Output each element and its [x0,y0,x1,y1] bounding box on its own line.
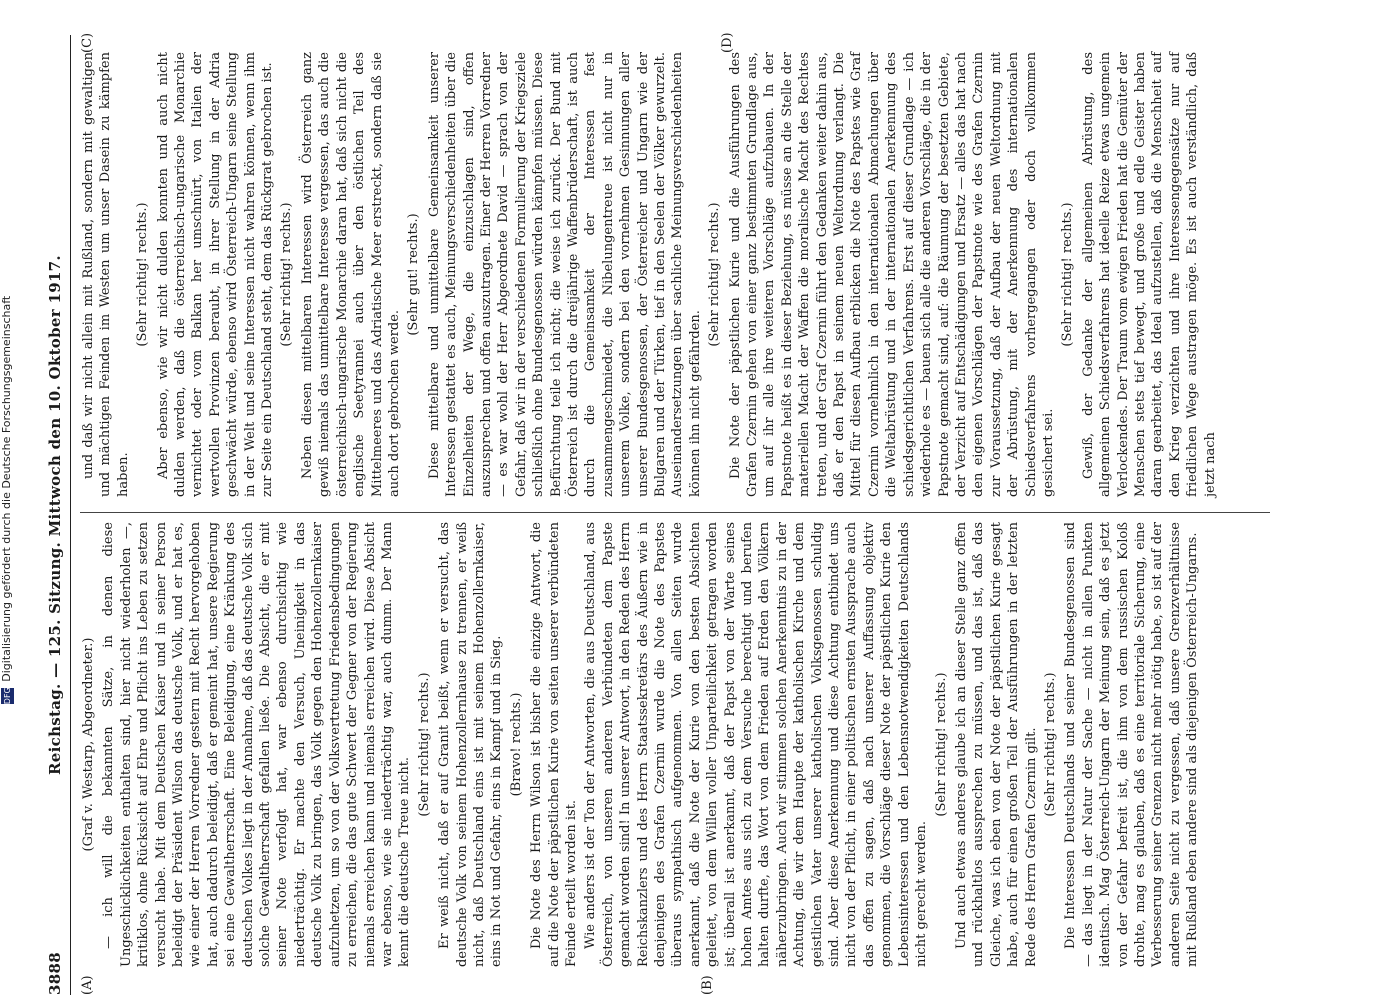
margin-marker-b: (B) [700,975,715,995]
paragraph: Gewiß, der Gedanke der allgemeinen Abrüstung, des allgemeinen Schiedsverfahrens hat ideelle Reize etwas ungemein Verlockendes. Der Traum vom ewigen Frieden hat die Gemüter der Menschen stets tief bewegt, und große und edle Geister haben daran gearbeitet, das Ideal aufzustellen, daß die Menschheit auf den Krieg verzichten und ihre Interessengegensätze nur auf friedlichen Wege austragen möge. Es ist auch verständlich, daß jetzt nach [1080,52,1218,497]
interjection: (Sehr richtig! rechts.) [416,672,432,817]
column-divider [80,512,1270,513]
interjection: (Sehr richtig! rechts.) [1042,672,1058,817]
paragraph: Diese mittelbare und unmittelbare Gemeinsamkeit unserer Interessen gestattet es auch, Meinungsverschiedenheiten über die Einzelheiten der Wege, die einzuschlagen sind, offen auszusprechen und offen auszutragen. Einer der Herren Vorredner — es war wohl der Herr Abgeordnete David — sprach von der Gefahr, daß wir in der verschiedenen Formulierung der Kriegsziele schließlich ohne Bundesgenossen würden kämpfen müssen. Diese Befürchtung teile ich nicht; die weise ich zurück. Der Bund mit Österreich ist durch die dreijährige Waffenbrüderschaft, ist auch durch die Gemeinsamkeit der Interessen fest zusammengeschmiedet, die Nibelungentreue ist nicht nur in unserem Volke, sondern bei den vornehmen Gesinnungen aller unserer Bundesgenossen, der Österreicher und Ungarn wie der Bulgaren und der Türken, tief in den Seelen der Völker gewurzelt. Auseinandersetzungen über sachliche Meinungsverschiedenheiten können ihn nicht gefährden. [426,52,703,497]
page-header [46,35,70,995]
paragraph: Die Note des Herrn Wilson ist bisher die einzige Antwort, die auf die Note der päpstlichen Kurie von seiten unserer verbündeten Feinde erteilt worden ist. [529,522,579,967]
interjection: (Sehr richtig! rechts.) [933,672,949,817]
credit-text: Digitalisierung gefördert durch die Deutsche Forschungsgemeinschaft [0,295,13,682]
page-number: 3888 [46,952,64,995]
left-column [80,522,1204,967]
interjection: (Sehr richtig! rechts.) [707,202,723,347]
paragraph: Und auch etwas anderes glaube ich an dieser Stelle ganz offen und rückhaltlos aussprechen zu müssen, und das ist, daß das Gleiche, was ich eben von der Note der päpstlichen Kurie gesagt habe, auch für einen großen Teil der Ausführungen in der letzten Rede des Herrn Grafen Czernin gilt. [953,522,1039,967]
paragraph: Er weiß nicht, daß er auf Granit beißt, wenn er versucht, das deutsche Volk von seinem Hohenzollernhause zu trennen, er weiß nicht, daß Deutschland eins ist mit seinem Hohenzollernkaiser, eins in Not und Gefahr, eins in Kampf und in Sieg. [437,522,505,967]
margin-marker-a: (A) [80,975,95,995]
interjection: (Sehr richtig! rechts.) [279,202,295,347]
header-rule [70,35,71,995]
interjection: (Sehr gut! rechts.) [406,213,422,336]
digitization-credit [0,0,20,1000]
paragraph: Die Interessen Deutschlands und seiner Bundesgenossen sind — das liegt in der Natur der Sache — nicht in allen Punkten identisch. Mag Österreich-Ungarn der Meinung sein, daß es jetzt von der Gefahr befreit ist, die ihm von dem russischen Koloß drohte, mag es glauben, daß es eine territoriale Sicherung, eine Verbesserung seiner Grenzen nicht mehr nötig habe, so ist auf der anderen Seite nicht zu vergessen, daß unsere Grenzverhältnisse mit Rußland eben andere sind als diejenigen Österreich-Ungarns. [1063,522,1201,967]
right-column [80,52,1221,497]
rotated-document-page [40,25,1350,1005]
paragraph: Die Note der päpstlichen Kurie und die Ausführungen des Grafen Czernin gehen von einer ganz bestimmten Grundlage aus, um auf ihr alle ihre weiteren Vorschläge aufzubauen. In der Papstnote heißt es in dieser Beziehung, es müsse an die Stelle der materiellen Macht der Waffen die moralische Macht des Rechtes treten, und der Graf Czernin führt den Gedanken weiter dahin aus, daß er den Papst in seinem neuen Weltordnung verlangt. Die Mittel für diesen Aufbau erblicken die Note des Papstes wie Graf Czernin vornehmlich in den internationalen Abmachungen über die Weltabrüstung und in der internationalen Anerkennung des schiedsgerichtlichen Verfahrens. Erst auf dieser Grundlage — ich wiederhole es — bauen sich alle die anderen Vorschläge, die in der Papstnote gemacht sind, auf: die Räumung der besetzten Gebiete, der Verzicht auf Entschädigungen und Ersatz — alles das hat nach den eigenen Vorschlägen der Papstnote wie des Grafen Czernin zur Voraussetzung, daß der Aufbau der neuen Weltordnung mit der Abrüstung, mit der Anerkennung des internationalen Schiedsverfahrens vorhergegangen oder doch vollkommen gesichert sei. [727,52,1056,497]
interjection: (Sehr richtig! rechts.) [135,202,151,347]
interjection: (Sehr richtig! rechts.) [1060,202,1076,347]
paragraph: Aber ebenso, wie wir nicht dulden konnten und auch nicht dulden werden, daß die österreichisch-ungarische Monarchie vernichtet oder vom Balkan her umschnürt, von Italien der wertvollen Provinzen beraubt, in ihrer Stellung in der Adria geschwächt würde, ebenso wird Österreich-Ungarn seine Stellung in der Welt und seine Interessen nicht wahren können, wenn ihm zur Seite ein Deutschland steht, dem das Rückgrat gebrochen ist. [155,52,276,497]
speaker-line: (Graf v. Westarp, Abgeordneter.) [81,637,96,852]
paragraph: Neben diesen mittelbaren Interessen wird Österreich ganz gewiß niemals das unmittelbare Interesse vergessen, das auch die österreichisch-ungarische Monarchie daran hat, daß sich nicht die englische Seetyrannei auch über den östlichen Teil des Mittelmeeres und das Adriatische Meer erstreckt, sondern daß sie auch dort gebrochen werde. [299,52,402,497]
margin-marker-c: (C) [80,32,95,53]
interjection: (Bravo! rechts.) [508,692,524,797]
paragraph: — ich will die bekannten Sätze, in denen diese Ungeschicklichkeiten enthalten sind, hier nicht wiederholen —, kritiklos, ohne Rücksicht auf Ehre und Pflicht ins Leben zu setzen versucht habe. Mit dem Deutschen Kaiser und in seiner Person beleidigt der Präsident Wilson das deutsche Volk, und er hat es, wie einer der Herren Vorredner gestern mit Recht hervorgehoben hat, auch dadurch beleidigt, daß er gemeint hat, unsere Regierung sei eine Gewaltherrschaft. Eine Beleidigung, eine Kränkung des deutschen Volkes liegt in der Annahme, daß das deutsche Volk sich solche Gewaltherrschaft gefallen ließe. Die Absicht, die er mit seiner Note verfolgt hat, war ebenso durchsichtig wie niederträchtig. Er machte den Versuch, Uneinigkeit in das deutsche Volk zu bringen, das Volk gegen den Hohenzollernkaiser aufzuhetzen, um so von der Volksvertretung Friedensbedingungen zu erreichen, die das gute Schwert der Gegner von der Regierung niemals erreichen kann und niemals erreichen wird. Diese Absicht war ebenso, wie sie niederträchtig war, auch dumm. Der Mann kennt die deutsche Treue nicht. [101,522,413,967]
page-title: Reichstag. — 125. Sitzung. Mittwoch den 10. Oktober 1917. [46,255,64,775]
margin-marker-d: (D) [720,32,735,53]
paragraph: und daß wir nicht allein mit Rußland, sondern mit gewaltigen und mächtigen Feinden im Westen um unser Dasein zu kämpfen haben. [81,52,131,497]
dfg-logo-icon: DFG [2,687,12,705]
paragraph: Wie anders ist der Ton der Antworten, die aus Deutschland, aus Österreich, von unseren anderen Verbündeten dem Papste gemacht worden sind! In unserer Antwort, in den Reden des Herrn Reichskanzlers und des Herrn Staatssekretärs des Äußern wie in denjenigen des Grafen Czernin wurde die Note des Papstes überaus sympathisch aufgenommen. Von allen Seiten wurde anerkannt, daß die Note der Kurie von den besten Absichten geleitet, von dem Willen voller Unparteilichkeit getragen worden ist; überall ist anerkannt, daß der Papst von der Warte seines hohen Amtes aus sich zu dem Versuche berechtigt und berufen halten durfte, das Wort von dem Frieden auf Erden den Völkern näherzubringen. Auch wir stimmen solchen Anerkenntnis zu in der Achtung, die wir dem Haupte der katholischen Kirche und dem geistlichen Vater unserer katholischen Volksgenossen schuldig sind. Aber diese Anerkennung und diese Achtung entbindet uns nicht von der Pflicht, in einer politischen ernsten Aussprache auch das offen zu sagen, daß nach unserer Auffassung objektiv genommen, die Vorschläge dieser Note der päpstlichen Kurie den Lebensinteressen und den Lebensnotwendigkeiten Deutschlands nicht gerecht werden. [583,522,930,967]
